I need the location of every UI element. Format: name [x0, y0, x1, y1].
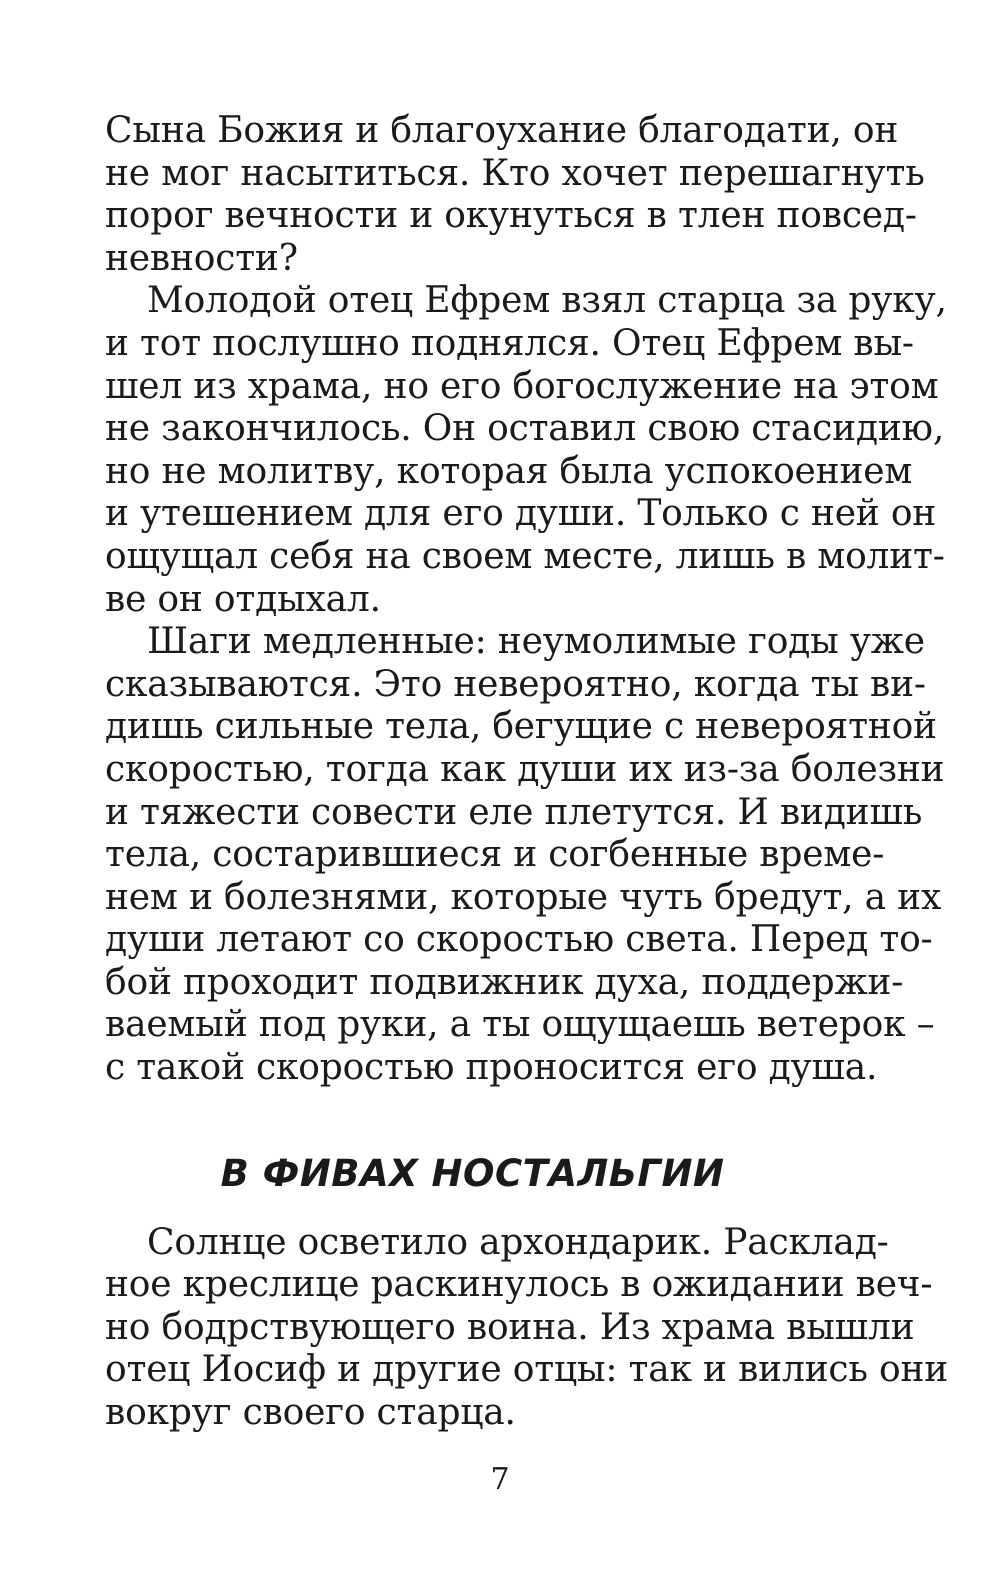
- page-number: 7: [490, 1462, 510, 1497]
- text-line: но не молитву, которая была успокоением: [105, 450, 913, 492]
- text-line: не мог насытиться. Кто хочет перешагнуть: [105, 152, 925, 194]
- text-line: и тяжести совести еле плетутся. И видишь: [105, 791, 923, 833]
- text-line: Солнце осветило архондарик. Расклад-: [147, 1221, 889, 1263]
- text-line: сказываются. Это невероятно, когда ты ви-: [105, 663, 926, 705]
- text-line: ваемый под руки, а ты ощущаешь ветерок –: [105, 1004, 935, 1046]
- text-line: и утешением для его души. Только с ней он: [105, 493, 937, 535]
- text-line: нем и болезнями, которые чуть бредут, а их: [105, 876, 942, 918]
- text-line: шел из храма, но его богослужение на этом: [105, 365, 939, 407]
- section-heading: В ФИВАХ НОСТАЛЬГИИ: [220, 1151, 725, 1195]
- paragraph: [105, 280, 947, 621]
- text-line: но бодрствующего воина. Из храма вышли: [105, 1306, 915, 1348]
- paragraph: [105, 621, 945, 1090]
- text-line: Сына Божия и благоухание благодати, он: [105, 110, 899, 151]
- text-line: души летают со скоростью света. Перед то-: [105, 919, 933, 961]
- text-line: Молодой отец Ефрем взял старца за руку,: [147, 280, 947, 322]
- text-line: ное креслице раскинулось в ожидании веч-: [105, 1264, 933, 1306]
- text-line: вокруг своего старца.: [105, 1392, 516, 1434]
- text-line: бой проходит подвижник духа, поддержи-: [105, 961, 904, 1003]
- page-body: [105, 110, 949, 1435]
- text-line: с такой скоростью проносится его душа.: [105, 1047, 878, 1089]
- text-line: ощущал себя на своем месте, лишь в молит-: [105, 535, 945, 577]
- text-line: не закончилось. Он оставил свою стасидию,: [105, 408, 945, 450]
- text-line: скоростью, тогда как души их из-за болезни: [105, 748, 945, 790]
- text-line: Шаги медленные: неумолимые годы уже: [147, 621, 925, 663]
- text-line: порог вечности и окунуться в тлен повсед-: [105, 195, 917, 237]
- text-line: ве он отдыхал.: [105, 578, 381, 620]
- paragraph: [105, 1221, 949, 1435]
- text-line: отец Иосиф и другие отцы: так и вились они: [105, 1349, 949, 1391]
- paragraph: [105, 110, 925, 280]
- text-line: и тот послушно поднялся. Отец Ефрем вы-: [105, 322, 914, 364]
- text-line: невности?: [105, 237, 298, 279]
- text-line: тела, состарившиеся и согбенные време-: [105, 834, 885, 876]
- text-line: дишь сильные тела, бегущие с невероятной: [105, 706, 937, 748]
